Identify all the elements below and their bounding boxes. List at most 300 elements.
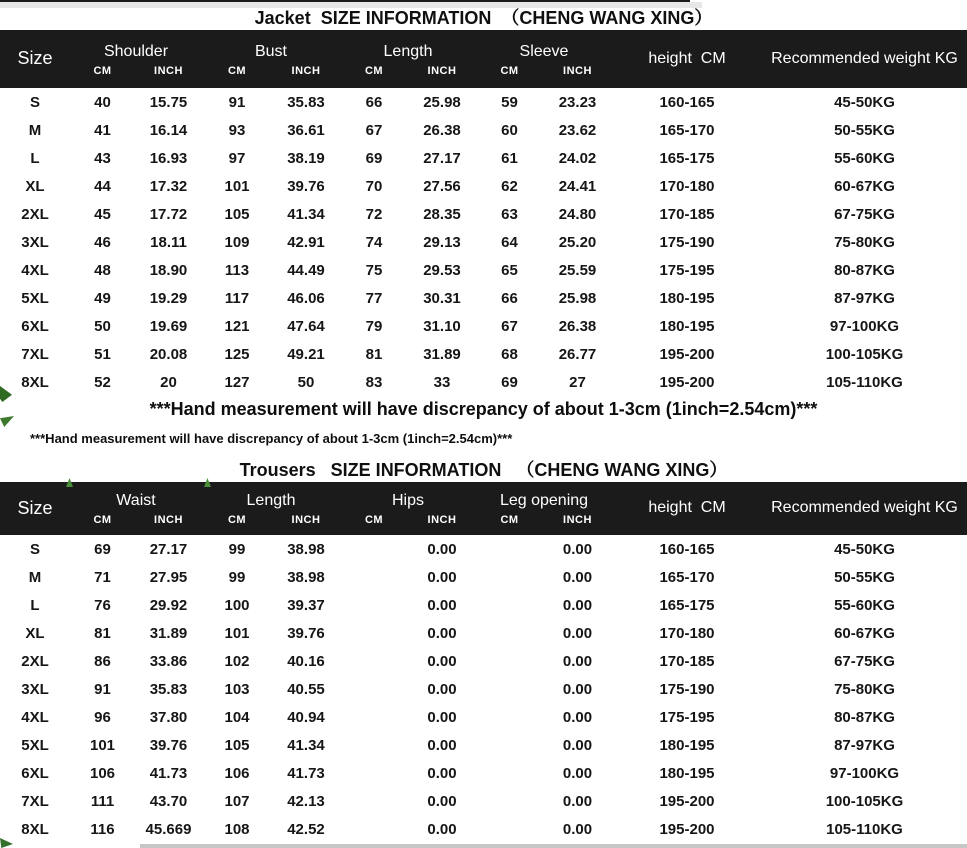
value-cell: 37.80	[149, 708, 188, 726]
value-cell	[340, 647, 408, 675]
unit-label-inch: INCH	[154, 64, 183, 77]
value-cell: 16.14	[149, 121, 188, 139]
size-cell: M	[28, 568, 42, 586]
value-cell: 121	[224, 317, 250, 335]
value-cell	[476, 703, 543, 731]
value-cell: 62	[501, 177, 518, 195]
value-cell: 195-200	[659, 792, 715, 810]
value-cell: 113	[224, 261, 250, 279]
jacket-length-header: Length	[383, 42, 433, 60]
value-cell: 17.72	[149, 205, 188, 223]
value-cell: 87-97KG	[834, 736, 895, 754]
value-cell: 36.61	[287, 121, 325, 139]
value-cell: 16.93	[149, 149, 188, 167]
value-cell: 45-50KG	[834, 93, 895, 111]
value-cell: 180-195	[659, 764, 715, 782]
value-cell: 101	[224, 177, 250, 195]
value-cell: 25.98	[423, 93, 461, 111]
value-cell: 102	[224, 652, 250, 670]
value-cell: 39.37	[287, 596, 325, 614]
value-cell	[340, 591, 408, 619]
size-cell: L	[30, 596, 40, 614]
value-cell: 49	[94, 289, 111, 307]
value-cell: 70	[365, 177, 383, 195]
value-cell: 35.83	[287, 93, 325, 111]
value-cell	[476, 787, 543, 815]
value-cell	[340, 563, 408, 591]
value-cell: 39.76	[287, 177, 325, 195]
value-cell: 43.70	[149, 792, 188, 810]
value-cell: 29.53	[423, 261, 461, 279]
value-cell: 97-100KG	[829, 317, 900, 335]
value-cell: 27.17	[423, 149, 461, 167]
value-cell: 27	[569, 373, 586, 391]
value-cell: 66	[365, 93, 383, 111]
value-cell: 69	[501, 373, 518, 391]
value-cell: 33.86	[149, 652, 188, 670]
trousers-table-body	[0, 535, 967, 843]
value-cell: 80-87KG	[834, 261, 895, 279]
table-row	[0, 256, 967, 284]
unit-label-inch: INCH	[563, 514, 592, 527]
value-cell: 51	[94, 345, 111, 363]
value-cell: 45	[94, 205, 111, 223]
value-cell: 75-80KG	[834, 680, 895, 698]
height-column-header: height CM	[648, 49, 726, 67]
value-cell: 61	[501, 149, 518, 167]
value-cell: 100-105KG	[825, 345, 904, 363]
value-cell: 76	[94, 596, 111, 614]
value-cell: 0.00	[562, 596, 593, 614]
table-row	[0, 731, 967, 759]
value-cell: 0.00	[562, 708, 593, 726]
value-cell: 67-75KG	[834, 652, 895, 670]
value-cell	[340, 731, 408, 759]
value-cell: 52	[94, 373, 111, 391]
value-cell: 19.29	[149, 289, 188, 307]
value-cell: 40.55	[287, 680, 325, 698]
value-cell: 0.00	[427, 568, 457, 586]
value-cell: 69	[94, 540, 111, 558]
value-cell: 41.34	[287, 736, 325, 754]
value-cell: 195-200	[659, 373, 715, 391]
size-cell: 2XL	[21, 205, 49, 223]
unit-label-inch: INCH	[291, 514, 321, 527]
value-cell: 104	[224, 708, 250, 726]
unit-label-cm: CM	[364, 64, 384, 77]
size-cell: M	[28, 121, 42, 139]
value-cell: 67-75KG	[834, 205, 895, 223]
value-cell: 65	[501, 261, 518, 279]
value-cell: 17.32	[149, 177, 188, 195]
measurement-note-large: ***Hand measurement will have discrepancy of about 1-3cm (1inch=2.54cm)***	[149, 399, 818, 419]
value-cell: 71	[94, 568, 111, 586]
value-cell: 59	[501, 93, 518, 111]
unit-label-cm: CM	[500, 514, 519, 527]
value-cell: 15.75	[149, 93, 188, 111]
value-cell: 23.23	[558, 93, 597, 111]
trousers-table-title: Trousers SIZE INFORMATION （CHENG WANG XING）	[239, 460, 728, 480]
value-cell: 60	[501, 121, 518, 139]
value-cell: 0.00	[562, 820, 593, 838]
value-cell: 103	[224, 680, 250, 698]
value-cell: 28.35	[423, 205, 461, 223]
unit-label-cm: CM	[227, 64, 247, 77]
value-cell: 23.62	[558, 121, 597, 139]
value-cell	[340, 815, 408, 843]
value-cell: 180-195	[659, 317, 715, 335]
size-cell: L	[30, 149, 40, 167]
size-cell: 4XL	[21, 708, 49, 726]
value-cell: 67	[501, 317, 518, 335]
value-cell: 170-180	[659, 177, 715, 195]
value-cell: 175-195	[659, 261, 715, 279]
trousers-table-header	[0, 482, 967, 535]
value-cell: 41.73	[287, 764, 325, 782]
value-cell: 24.80	[558, 205, 597, 223]
unit-label-cm: CM	[93, 514, 112, 527]
value-cell: 69	[365, 149, 383, 167]
value-cell: 64	[501, 233, 518, 251]
value-cell: 100	[224, 596, 250, 614]
value-cell	[476, 675, 543, 703]
weight-column-header: Recommended weight KG	[771, 49, 958, 67]
value-cell: 160-165	[659, 540, 715, 558]
value-cell: 45-50KG	[834, 540, 895, 558]
value-cell: 68	[501, 345, 518, 363]
value-cell: 81	[365, 345, 383, 363]
value-cell: 27.17	[149, 540, 188, 558]
size-cell: 3XL	[21, 680, 49, 698]
value-cell: 60-67KG	[834, 177, 895, 195]
value-cell: 26.38	[423, 121, 461, 139]
size-cell: 5XL	[21, 289, 49, 307]
value-cell: 97-100KG	[829, 764, 900, 782]
value-cell: 39.76	[149, 736, 188, 754]
value-cell: 25.98	[558, 289, 597, 307]
value-cell: 81	[94, 624, 111, 642]
size-cell: 6XL	[21, 317, 49, 335]
value-cell: 67	[365, 121, 383, 139]
value-cell: 0.00	[562, 680, 593, 698]
table-row	[0, 88, 967, 116]
value-cell: 60-67KG	[834, 624, 895, 642]
value-cell	[476, 731, 543, 759]
value-cell: 72	[365, 205, 383, 223]
jacket-table-title: Jacket SIZE INFORMATION （CHENG WANG XING）	[254, 8, 713, 28]
value-cell: 91	[94, 680, 111, 698]
unit-label-cm: CM	[364, 514, 384, 527]
value-cell: 105-110KG	[826, 820, 903, 838]
value-cell: 165-175	[659, 596, 715, 614]
value-cell	[340, 759, 408, 787]
value-cell: 38.98	[287, 568, 325, 586]
table-row	[0, 200, 967, 228]
value-cell: 75-80KG	[834, 233, 895, 251]
value-cell: 99	[228, 568, 246, 586]
value-cell: 96	[94, 708, 111, 726]
value-cell: 42.13	[287, 792, 325, 810]
value-cell: 18.90	[149, 261, 188, 279]
value-cell: 25.59	[558, 261, 597, 279]
value-cell: 25.20	[558, 233, 597, 251]
value-cell: 0.00	[562, 568, 593, 586]
value-cell	[476, 591, 543, 619]
trousers-hips-header: Hips	[391, 492, 424, 510]
value-cell: 27.56	[423, 177, 461, 195]
height-column-header: height CM	[648, 499, 726, 517]
value-cell: 175-195	[659, 708, 715, 726]
value-cell: 180-195	[659, 736, 715, 754]
value-cell: 101	[224, 624, 250, 642]
table-row	[0, 563, 967, 591]
value-cell: 50-55KG	[834, 568, 895, 586]
value-cell: 91	[228, 93, 246, 111]
table-row	[0, 703, 967, 731]
value-cell: 175-190	[659, 233, 715, 251]
size-cell: 2XL	[21, 652, 49, 670]
value-cell: 0.00	[562, 652, 593, 670]
value-cell: 106	[89, 764, 116, 782]
value-cell: 0.00	[427, 596, 457, 614]
value-cell: 48	[94, 261, 111, 279]
value-cell: 47.64	[287, 317, 325, 335]
value-cell: 111	[90, 792, 115, 810]
value-cell: 160-165	[659, 93, 715, 111]
value-cell	[340, 787, 408, 815]
value-cell: 0.00	[562, 540, 593, 558]
table-row	[0, 675, 967, 703]
table-row	[0, 815, 967, 843]
value-cell: 40.94	[287, 708, 325, 726]
value-cell: 50-55KG	[834, 121, 895, 139]
value-cell: 0.00	[427, 652, 457, 670]
value-cell: 46.06	[287, 289, 325, 307]
table-row	[0, 591, 967, 619]
value-cell: 105	[224, 736, 250, 754]
value-cell: 0.00	[427, 624, 457, 642]
value-cell: 97	[228, 149, 246, 167]
table-row	[0, 759, 967, 787]
table-row	[0, 144, 967, 172]
value-cell: 18.11	[150, 233, 187, 251]
value-cell: 74	[365, 233, 383, 251]
value-cell: 101	[89, 736, 116, 754]
size-cell: XL	[25, 177, 45, 195]
value-cell	[340, 703, 408, 731]
value-cell: 80-87KG	[834, 708, 895, 726]
unit-label-cm: CM	[93, 64, 112, 77]
value-cell: 83	[365, 373, 383, 391]
value-cell: 165-175	[659, 149, 715, 167]
value-cell: 27.95	[149, 568, 188, 586]
size-cell: 7XL	[21, 345, 49, 363]
value-cell: 26.77	[558, 345, 597, 363]
trousers-waist-header: Waist	[116, 492, 156, 510]
value-cell: 31.89	[423, 345, 461, 363]
value-cell: 0.00	[427, 820, 457, 838]
value-cell	[340, 675, 408, 703]
value-cell: 30.31	[423, 289, 461, 307]
trousers-leg-opening-header: Leg opening	[499, 492, 589, 510]
value-cell: 43	[94, 149, 111, 167]
value-cell: 24.02	[558, 149, 597, 167]
value-cell: 40.16	[287, 652, 325, 670]
table-row	[0, 535, 967, 563]
trousers-length-header: Length	[246, 492, 296, 510]
size-cell: 8XL	[21, 820, 49, 838]
value-cell: 77	[365, 289, 383, 307]
table-row	[0, 340, 967, 368]
value-cell: 105	[224, 205, 250, 223]
value-cell: 0.00	[562, 764, 593, 782]
value-cell: 31.10	[423, 317, 461, 335]
table-row	[0, 284, 967, 312]
value-cell: 106	[224, 764, 250, 782]
value-cell	[476, 647, 543, 675]
value-cell: 44	[94, 177, 111, 195]
value-cell: 116	[90, 820, 115, 838]
table-row	[0, 647, 967, 675]
value-cell: 46	[94, 233, 111, 251]
unit-label-inch: INCH	[427, 64, 457, 77]
value-cell: 42.52	[287, 820, 325, 838]
value-cell: 105-110KG	[826, 373, 903, 391]
value-cell: 79	[365, 317, 383, 335]
jacket-bust-header: Bust	[254, 42, 287, 60]
value-cell: 45.669	[145, 820, 192, 838]
value-cell: 19.69	[149, 317, 188, 335]
jacket-table-header	[0, 30, 967, 88]
value-cell: 100-105KG	[825, 792, 904, 810]
value-cell: 20	[160, 373, 177, 391]
value-cell: 41.73	[149, 764, 188, 782]
value-cell: 107	[224, 792, 250, 810]
value-cell	[476, 815, 543, 843]
value-cell: 26.38	[558, 317, 597, 335]
size-cell: 3XL	[21, 233, 49, 251]
size-cell: 5XL	[21, 736, 49, 754]
value-cell: 0.00	[562, 792, 593, 810]
size-cell: S	[29, 93, 40, 111]
value-cell: 125	[224, 345, 250, 363]
value-cell: 38.98	[287, 540, 325, 558]
value-cell: 0.00	[427, 792, 457, 810]
value-cell: 175-190	[659, 680, 715, 698]
table-row	[0, 619, 967, 647]
value-cell: 24.41	[558, 177, 597, 195]
table-row	[0, 172, 967, 200]
value-cell: 41	[94, 121, 111, 139]
size-cell: 4XL	[21, 261, 49, 279]
value-cell	[476, 535, 543, 563]
jacket-size-column-header: Size	[17, 48, 53, 69]
size-cell: 7XL	[21, 792, 49, 810]
value-cell: 55-60KG	[834, 149, 895, 167]
value-cell: 0.00	[427, 764, 457, 782]
value-cell: 0.00	[427, 540, 457, 558]
size-cell: 8XL	[21, 373, 49, 391]
unit-label-cm: CM	[500, 64, 519, 77]
value-cell: 75	[365, 261, 383, 279]
value-cell: 42.91	[287, 233, 325, 251]
value-cell: 55-60KG	[834, 596, 895, 614]
value-cell: 170-185	[659, 652, 715, 670]
value-cell: 41.34	[287, 205, 325, 223]
value-cell: 0.00	[427, 736, 457, 754]
value-cell: 170-185	[659, 205, 715, 223]
value-cell: 180-195	[659, 289, 715, 307]
value-cell: 50	[297, 373, 315, 391]
unit-label-inch: INCH	[291, 64, 321, 77]
bottom-strip-artifact	[140, 844, 967, 848]
value-cell: 0.00	[562, 736, 593, 754]
value-cell: 127	[224, 373, 250, 391]
unit-label-inch: INCH	[154, 514, 183, 527]
value-cell: 108	[224, 820, 250, 838]
value-cell: 195-200	[659, 820, 715, 838]
jacket-table-body	[0, 88, 967, 396]
value-cell: 50	[94, 317, 111, 335]
value-cell: 170-180	[659, 624, 715, 642]
unit-label-inch: INCH	[427, 514, 457, 527]
value-cell	[476, 619, 543, 647]
value-cell: 31.89	[149, 624, 188, 642]
value-cell: 165-170	[659, 121, 715, 139]
value-cell: 29.13	[423, 233, 461, 251]
value-cell: 0.00	[427, 708, 457, 726]
table-row	[0, 312, 967, 340]
value-cell: 39.76	[287, 624, 325, 642]
value-cell: 35.83	[149, 680, 188, 698]
measurement-note-small: ***Hand measurement will have discrepancy of about 1-3cm (1inch=2.54cm)***	[30, 431, 513, 446]
table-row	[0, 787, 967, 815]
value-cell: 86	[94, 652, 111, 670]
value-cell: 0.00	[427, 680, 457, 698]
value-cell	[476, 563, 543, 591]
value-cell: 93	[228, 121, 246, 139]
jacket-sleeve-header: Sleeve	[519, 42, 569, 60]
size-cell: 6XL	[21, 764, 49, 782]
weight-column-header: Recommended weight KG	[771, 499, 958, 517]
value-cell	[476, 759, 543, 787]
value-cell: 109	[224, 233, 250, 251]
value-cell: 38.19	[287, 149, 325, 167]
value-cell: 99	[228, 540, 246, 558]
value-cell: 49.21	[287, 345, 325, 363]
value-cell: 165-170	[659, 568, 715, 586]
value-cell: 63	[501, 205, 518, 223]
table-row	[0, 116, 967, 144]
value-cell: 0.00	[562, 624, 593, 642]
table-row	[0, 368, 967, 396]
jacket-shoulder-header: Shoulder	[103, 42, 169, 60]
value-cell: 44.49	[287, 261, 325, 279]
value-cell: 29.92	[149, 596, 188, 614]
trousers-size-column-header: Size	[17, 497, 53, 518]
size-cell: XL	[25, 624, 45, 642]
unit-label-cm: CM	[227, 514, 247, 527]
size-cell: S	[29, 540, 40, 558]
value-cell: 66	[501, 289, 518, 307]
value-cell	[340, 535, 408, 563]
value-cell: 117	[224, 289, 250, 307]
value-cell: 195-200	[659, 345, 715, 363]
unit-label-inch: INCH	[563, 64, 592, 77]
value-cell: 33	[433, 373, 451, 391]
value-cell: 40	[94, 93, 111, 111]
value-cell: 87-97KG	[834, 289, 895, 307]
